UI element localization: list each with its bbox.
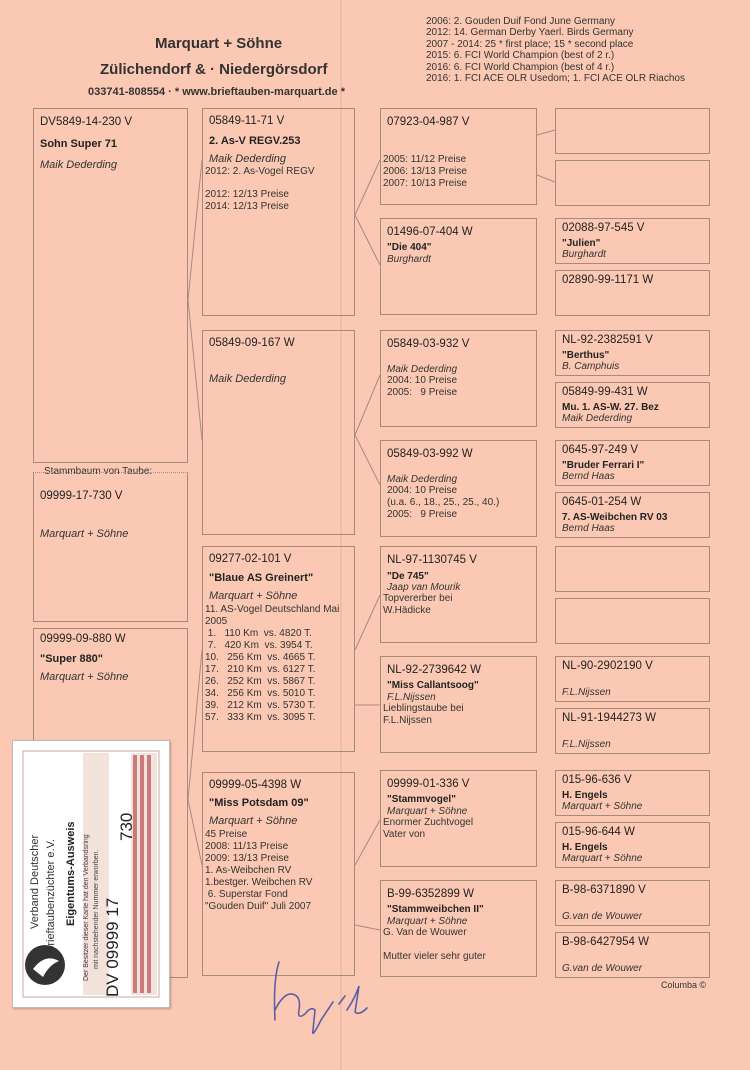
gen4-name: H. Engels [562,790,608,801]
gen4-name: "Bruder Ferrari I" [562,460,645,471]
gen4-breeder: F.L.Nijssen [562,739,611,750]
gen3-name: "Die 404" [387,242,432,253]
dam-note: 11. AS-Vogel Deutschland Mai [205,604,340,615]
sticker-org: Verband Deutscher [29,834,41,929]
signature [255,950,375,1040]
dam-breeder: Marquart + Söhne [209,590,298,602]
gen3-note: Mutter vieler sehr guter [383,951,486,962]
gen3-ring: B-99-6352899 W [387,888,474,900]
gen3-note: Topvererber bei [383,593,453,604]
gen4-card [555,330,710,376]
achievement-line: 2016: 1. FCI ACE OLR Usedom; 1. FCI ACE OLR Riachos [426,73,685,85]
dam-main-ring: 09999-09-880 W [40,633,126,645]
sticker-ring-suffix: 730 [117,812,136,841]
gen3-note: Vater von [383,829,426,840]
sire-breeder: Maik Dederding [209,153,287,165]
dam-dam-note: "Gouden Duif" Juli 2007 [205,901,312,912]
dam-result: 10. 256 Km vs. 4665 T. [205,652,316,663]
gen4-name: "Berthus" [562,350,610,361]
gen3-note: W.Hädicke [383,605,431,616]
gen3-note: 2006: 13/13 Preise [383,166,467,177]
gen3-note: 2005: 9 Preise [387,509,458,520]
gen4-card-empty [555,546,710,592]
dam-result: 7. 420 Km vs. 3954 T. [205,640,313,651]
gen4-card-empty [555,108,710,154]
gen4-card [555,822,710,868]
gen4-card [555,382,710,428]
gen3-note: 2005: 11/12 Preise [383,154,467,165]
ownership-sticker [12,740,170,1008]
gen3-card [380,330,537,427]
gen4-card [555,880,710,926]
dam-result: 39. 212 Km vs. 5730 T. [205,700,316,711]
gen3-ring: 09999-01-336 V [387,778,470,790]
subject-breeder: Maik Dederding [40,159,118,171]
gen3-name: "Miss Callantsoog" [387,680,479,691]
dam-dam-note: 2009: 13/13 Preise [205,853,289,864]
gen3-ring: 07923-04-987 V [387,116,470,128]
owner-bird-card [33,472,188,622]
gen4-breeder: G.van de Wouwer [562,963,643,974]
owner-bird-ring: 09999-17-730 V [40,490,123,502]
gen4-card [555,492,710,538]
gen3-name: "Stammweibchen II" [387,904,484,915]
gen3-note: F.L.Nijssen [383,715,432,726]
gen4-breeder: Bernd Haas [562,523,615,534]
gen4-breeder: Maik Dederding [562,413,633,424]
achievement-line: 2015: 6. FCI World Champion (best of 2 r.) [426,50,615,62]
gen4-ring: 05849-99-431 W [562,386,648,398]
dam-dam-card [202,772,355,976]
gen4-card-empty [555,598,710,644]
gen4-ring: 02088-97-545 V [562,222,645,234]
gen3-card [380,108,537,205]
loft-name: Marquart + Söhne [155,35,283,52]
sire-note: 2012: 12/13 Preise [205,189,289,200]
gen4-card [555,770,710,816]
gen3-breeder: Jaap van Mourik [387,582,461,593]
gen3-note: 2004: 10 Preise [387,375,458,386]
dam-dam-note: 6. Superstar Fond [205,889,288,900]
sticker-ring-number: DV 09999 17 [103,897,122,997]
gen3-card [380,546,537,643]
gen3-note: 2007: 10/13 Preise [383,178,467,189]
dam-dam-ring: 09999-05-4398 W [209,779,302,791]
dam-dam-note: 45 Preise [205,829,248,840]
owner-bird-breeder: Marquart + Söhne [40,528,129,540]
dam-ring: 09277-02-101 V [209,553,292,565]
gen4-name: 7. AS-Weibchen RV 03 [562,512,668,523]
sire-name: 2. As-V REGV.253 [209,135,301,147]
columba-brand: Columba © [661,980,707,990]
gen3-name: "De 745" [387,571,429,582]
gen4-card-empty [555,160,710,206]
gen4-card [555,656,710,702]
gen4-name: Mu. 1. AS-W. 27. Bez [562,402,659,413]
gen3-breeder: Burghardt [387,254,431,265]
achievement-line: 2016: 6. FCI World Champion (best of 4 r.) [426,61,615,73]
gen3-card [380,218,537,315]
dam-result: 26. 252 Km vs. 5867 T. [205,676,316,687]
gen4-ring: NL-92-2382591 V [562,334,653,346]
loft-contact: 033741-808554 · * www.brieftauben-marquart.de * [88,86,345,98]
gen3-breeder: Marquart + Söhne [387,916,468,927]
gen3-card [380,770,537,867]
sticker-title: Eigentums-Ausweis [65,821,77,926]
gen3-note: G. Van de Wouwer [383,927,467,938]
sticker-note: mit nachstehender Nummer erworben. [93,849,100,969]
gen4-breeder: B. Camphuis [562,361,620,372]
sire-dam-card [202,330,355,535]
dam-dam-breeder: Marquart + Söhne [209,815,298,827]
gen4-card [555,270,710,316]
gen3-note: 2004: 10 Preise [387,485,458,496]
dam-note: 2005 [205,616,228,627]
gen3-ring: 05849-03-932 V [387,338,470,350]
gen4-card [555,708,710,754]
gen3-note: 2005: 9 Preise [387,387,458,398]
gen4-ring: 02890-99-1171 W [562,274,654,286]
gen3-breeder: Maik Dederding [387,474,458,485]
gen4-ring: 0645-01-254 W [562,496,642,508]
dam-result: 34. 256 Km vs. 5010 T. [205,688,316,699]
sire-card [202,108,355,316]
gen4-ring: 015-96-644 W [562,826,635,838]
gen4-breeder: Marquart + Söhne [562,853,643,864]
gen4-ring: B-98-6427954 W [562,936,649,948]
gen4-ring: 015-96-636 V [562,774,632,786]
gen4-breeder: Burghardt [562,249,606,260]
gen3-card [380,880,537,977]
gen4-card [555,218,710,264]
dam-dam-note: 1.bestger. Weibchen RV [205,877,313,888]
gen4-breeder: Marquart + Söhne [562,801,643,812]
gen3-note: (u.a. 6., 18., 25., 25., 40.) [387,497,500,508]
gen3-card [380,440,537,537]
gen4-breeder: Bernd Haas [562,471,615,482]
gen3-name: "Stammvogel" [387,794,456,805]
gen4-card [555,440,710,486]
dam-main-name: "Super 880" [40,653,104,665]
gen4-name: H. Engels [562,842,608,853]
gen4-ring: NL-91-1944273 W [562,712,656,724]
sire-dam-breeder: Maik Dederding [209,373,287,385]
gen3-note: Enormer Zuchtvogel [383,817,474,828]
gen4-breeder: F.L.Nijssen [562,687,611,698]
dam-dam-note: 1. As-Weibchen RV [205,865,292,876]
sticker-note: Der Besitzer dieser Karte hat den Verbandsring [83,834,90,981]
sticker-org: Brieftaubenzüchter e.V. [45,839,57,953]
gen4-ring: 0645-97-249 V [562,444,639,456]
dam-dam-note: 2008: 11/13 Preise [205,841,289,852]
gen3-card [380,656,537,753]
sire-ring: 05849-11-71 V [209,115,285,127]
gen3-ring: NL-92-2739642 W [387,664,481,676]
dam-result: 57. 333 Km vs. 3095 T. [205,712,316,723]
dam-main-breeder: Marquart + Söhne [40,671,129,683]
gen3-ring: NL-97-1130745 V [387,554,477,566]
sire-note: 2012: 2. As-Vogel REGV [205,166,315,177]
gen3-breeder: F.L.Nijssen [387,692,436,703]
gen4-ring: B-98-6371890 V [562,884,646,896]
achievement-line: 2006: 2. Gouden Duif Fond June Germany [426,16,616,27]
gen3-ring: 05849-03-992 W [387,448,473,460]
loft-location: Zülichendorf & · Niedergörsdorf [100,61,328,78]
sire-note: 2014: 12/13 Preise [205,201,289,212]
subject-name: Sohn Super 71 [40,138,118,150]
gen4-name: "Julien" [562,238,601,249]
stammbaum-label: Stammbaum von Taube: [44,466,153,477]
dam-result: 17. 210 Km vs. 6127 T. [205,664,316,675]
gen3-breeder: Maik Dederding [387,364,458,375]
subject-ring: DV5849-14-230 V [40,116,133,128]
gen4-card [555,932,710,978]
subject-card [33,108,188,463]
dam-result: 1. 110 Km vs. 4820 T. [205,628,312,639]
achievement-line: 2012: 14. German Derby Yaerl. Birds Germany [426,27,634,39]
dam-name: "Blaue AS Greinert" [209,572,314,584]
gen3-breeder: Marquart + Söhne [387,806,468,817]
sire-dam-ring: 05849-09-167 W [209,337,295,349]
dam-card [202,546,355,752]
achievement-line: 2007 - 2014: 25 * first place; 15 * second place [426,38,634,50]
gen4-ring: NL-90-2902190 V [562,660,653,672]
dam-dam-name: "Miss Potsdam 09" [209,797,309,809]
gen4-breeder: G.van de Wouwer [562,911,643,922]
gen3-note: Lieblingstaube bei [383,703,464,714]
gen3-ring: 01496-07-404 W [387,226,473,238]
